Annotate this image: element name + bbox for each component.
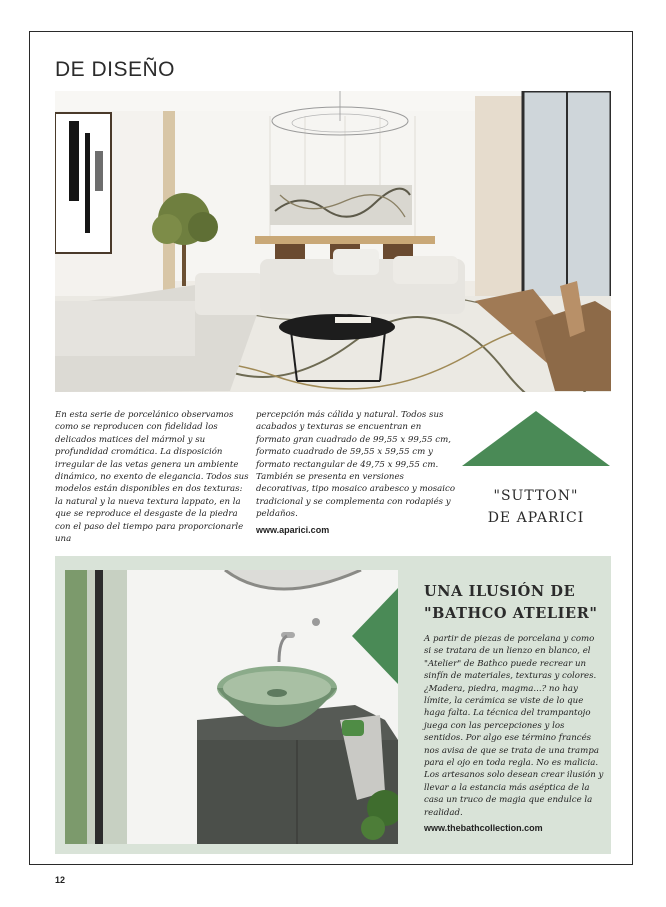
section-title: DE DISEÑO (55, 58, 176, 81)
bathcollection-link[interactable]: www.thebathcollection.com (424, 823, 543, 834)
bathco-title: UNA ILUSIÓN DE "BATHCO ATELIER" (424, 583, 598, 622)
green-triangle-photo-ornament (352, 588, 398, 684)
intro-text-column-1: En esta serie de porcelánico observamos como se reproducen con fidelidad los delicados matices del mármol y su profundidad cromática. La disposición irregular de las vetas genera un ambiente dinámico, no exento de elegancia. Todos sus modelos están disponibles en dos texturas: la natural y la nueva textura lappato, en la que se reproduce el desgaste de la piedra con el paso del tiempo para proporcionarle una (55, 410, 249, 545)
living-room-photo (55, 91, 611, 392)
product-name-line-2: DE APARICI (487, 510, 585, 526)
bathroom-sink-photo (65, 570, 398, 844)
aparici-link[interactable]: www.aparici.com (256, 524, 330, 535)
green-triangle-ornament (462, 411, 610, 466)
intro-text-column-2 (256, 409, 456, 536)
bathco-body: A partir de piezas de porcelana y como si se tratara de un lienzo en blanco, el "Atelier" de Bathco puede recrear un sinfín de materiales, texturas y colores. ¿Madera, piedra, magma...? no hay límite, la cerámica se viste de lo que haga falta. La técnica del trampantojo juega con las percepciones y los sentidos. Por algo ese término francés nos avisa de que se trata de una trampa para el ojo en toda regla. No es malicia. Los artesanos solo desean crear ilusión y llevar a la estancia más aséptica de la casa un truco de magia que endulce la realidad. (424, 634, 604, 818)
product-name (462, 485, 610, 529)
product-name-line-1: "SUTTON" (493, 488, 579, 504)
bathco-body-text (424, 633, 604, 835)
intro-text-column-2-body: percepción más cálida y natural. Todos sus acabados y texturas se encuentran en formato gran cuadrado de 99,55 x 99,55 cm, formato cuadrado de 59,55 x 59,55 cm y formato rectangular de 49,75 x 99,55 cm. También se presenta en versiones decorativas, tipo mosaico arabesco y mosaico tradicional y se complementa con rodapiés y peldaños. (256, 410, 456, 520)
page-number: 12 (55, 875, 66, 885)
